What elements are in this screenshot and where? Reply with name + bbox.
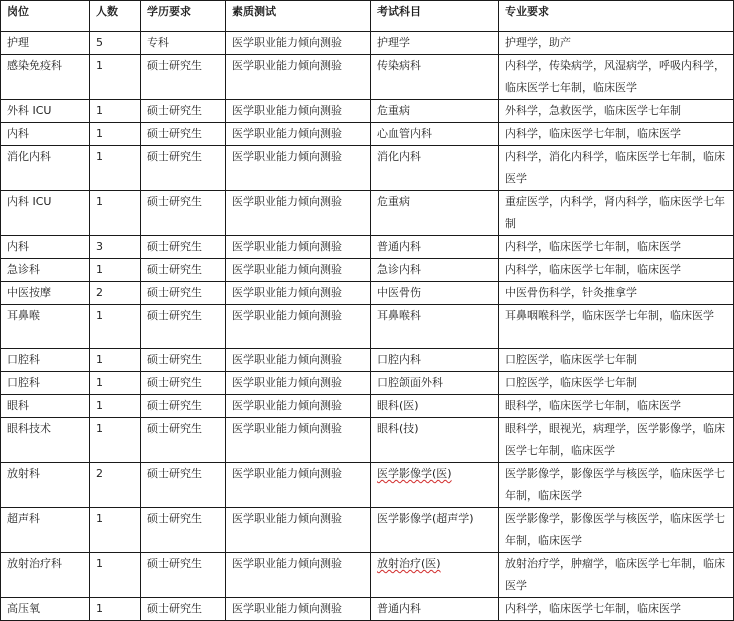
cell-quality-test: 医学职业能力倾向测验 bbox=[226, 259, 371, 282]
cell-exam-subject: 消化内科 bbox=[371, 146, 499, 191]
cell-post: 感染免疫科 bbox=[1, 55, 90, 100]
cell-quality-test: 医学职业能力倾向测验 bbox=[226, 372, 371, 395]
header-education: 学历要求 bbox=[141, 1, 226, 32]
table-row bbox=[1, 553, 734, 598]
cell-quality-test: 医学职业能力倾向测验 bbox=[226, 100, 371, 123]
cell-major: 内科学，临床医学七年制，临床医学 bbox=[499, 123, 734, 146]
cell-exam-subject: 普通内科 bbox=[371, 236, 499, 259]
cell-exam-subject: 医学影像学(超声学) bbox=[371, 508, 499, 553]
table-header-row bbox=[1, 1, 734, 32]
cell-exam-subject: 中医骨伤 bbox=[371, 282, 499, 305]
cell-exam-subject: 急诊内科 bbox=[371, 259, 499, 282]
cell-education: 硕士研究生 bbox=[141, 236, 226, 259]
cell-major: 放射治疗学，肿瘤学，临床医学七年制，临床医学 bbox=[499, 553, 734, 598]
cell-major: 医学影像学，影像医学与核医学，临床医学七年制，临床医学 bbox=[499, 508, 734, 553]
cell-major: 口腔医学，临床医学七年制 bbox=[499, 372, 734, 395]
cell-post: 高压氧 bbox=[1, 598, 90, 621]
cell-quality-test: 医学职业能力倾向测验 bbox=[226, 236, 371, 259]
table-row bbox=[1, 259, 734, 282]
cell-count: 1 bbox=[90, 349, 141, 372]
table-row bbox=[1, 282, 734, 305]
cell-count: 1 bbox=[90, 191, 141, 236]
cell-quality-test: 医学职业能力倾向测验 bbox=[226, 395, 371, 418]
cell-exam-subject: 普通内科 bbox=[371, 598, 499, 621]
cell-major: 内科学，临床医学七年制，临床医学 bbox=[499, 259, 734, 282]
cell-education: 硕士研究生 bbox=[141, 259, 226, 282]
cell-quality-test: 医学职业能力倾向测验 bbox=[226, 146, 371, 191]
table-row bbox=[1, 463, 734, 508]
cell-post: 内科 bbox=[1, 236, 90, 259]
cell-post: 消化内科 bbox=[1, 146, 90, 191]
cell-education: 硕士研究生 bbox=[141, 305, 226, 349]
cell-major: 重症医学，内科学，肾内科学，临床医学七年制 bbox=[499, 191, 734, 236]
cell-exam-subject: 危重病 bbox=[371, 191, 499, 236]
cell-count: 1 bbox=[90, 146, 141, 191]
cell-count: 1 bbox=[90, 598, 141, 621]
header-major-requirement: 专业要求 bbox=[499, 1, 734, 32]
cell-exam-subject: 护理学 bbox=[371, 32, 499, 55]
header-quality-test: 素质测试 bbox=[226, 1, 371, 32]
cell-post: 内科 bbox=[1, 123, 90, 146]
cell-education: 硕士研究生 bbox=[141, 146, 226, 191]
cell-exam-subject bbox=[371, 463, 499, 508]
cell-education: 硕士研究生 bbox=[141, 55, 226, 100]
table-row bbox=[1, 123, 734, 146]
cell-post: 超声科 bbox=[1, 508, 90, 553]
table-row bbox=[1, 32, 734, 55]
cell-quality-test: 医学职业能力倾向测验 bbox=[226, 32, 371, 55]
cell-exam-subject: 危重病 bbox=[371, 100, 499, 123]
cell-exam-subject: 眼科(技) bbox=[371, 418, 499, 463]
table-row bbox=[1, 146, 734, 191]
table-row bbox=[1, 418, 734, 463]
cell-quality-test: 医学职业能力倾向测验 bbox=[226, 418, 371, 463]
cell-education: 硕士研究生 bbox=[141, 123, 226, 146]
cell-post: 急诊科 bbox=[1, 259, 90, 282]
cell-count: 1 bbox=[90, 259, 141, 282]
cell-major: 眼科学，眼视光，病理学，医学影像学，临床医学七年制，临床医学 bbox=[499, 418, 734, 463]
cell-exam-subject: 传染病科 bbox=[371, 55, 499, 100]
cell-education: 硕士研究生 bbox=[141, 100, 226, 123]
cell-count: 1 bbox=[90, 508, 141, 553]
cell-count: 1 bbox=[90, 418, 141, 463]
cell-exam-subject: 心血管内科 bbox=[371, 123, 499, 146]
cell-major: 护理学，助产 bbox=[499, 32, 734, 55]
cell-major: 内科学，临床医学七年制，临床医学 bbox=[499, 598, 734, 621]
cell-count: 2 bbox=[90, 282, 141, 305]
cell-major: 内科学，临床医学七年制，临床医学 bbox=[499, 236, 734, 259]
cell-major: 内科学，传染病学，风湿病学，呼吸内科学，临床医学七年制，临床医学 bbox=[499, 55, 734, 100]
table-row bbox=[1, 372, 734, 395]
cell-count: 1 bbox=[90, 395, 141, 418]
cell-quality-test: 医学职业能力倾向测验 bbox=[226, 598, 371, 621]
cell-count: 1 bbox=[90, 553, 141, 598]
cell-education: 硕士研究生 bbox=[141, 349, 226, 372]
cell-major: 外科学，急救医学，临床医学七年制 bbox=[499, 100, 734, 123]
cell-education: 硕士研究生 bbox=[141, 508, 226, 553]
cell-post: 护理 bbox=[1, 32, 90, 55]
cell-quality-test: 医学职业能力倾向测验 bbox=[226, 508, 371, 553]
cell-education: 硕士研究生 bbox=[141, 282, 226, 305]
header-count: 人数 bbox=[90, 1, 141, 32]
cell-post: 中医按摩 bbox=[1, 282, 90, 305]
cell-quality-test: 医学职业能力倾向测验 bbox=[226, 305, 371, 349]
cell-exam-subject: 口腔颌面外科 bbox=[371, 372, 499, 395]
cell-major: 内科学，消化内科学，临床医学七年制，临床医学 bbox=[499, 146, 734, 191]
cell-education: 硕士研究生 bbox=[141, 395, 226, 418]
cell-post: 口腔科 bbox=[1, 372, 90, 395]
cell-post: 放射治疗科 bbox=[1, 553, 90, 598]
exam-subject-text: 放射治疗(医) bbox=[377, 557, 441, 570]
cell-major: 眼科学，临床医学七年制，临床医学 bbox=[499, 395, 734, 418]
cell-quality-test: 医学职业能力倾向测验 bbox=[226, 123, 371, 146]
cell-post: 眼科 bbox=[1, 395, 90, 418]
cell-count: 3 bbox=[90, 236, 141, 259]
cell-post: 外科 ICU bbox=[1, 100, 90, 123]
table-row bbox=[1, 236, 734, 259]
cell-exam-subject: 眼科(医) bbox=[371, 395, 499, 418]
table-row bbox=[1, 100, 734, 123]
cell-major: 口腔医学，临床医学七年制 bbox=[499, 349, 734, 372]
cell-education: 专科 bbox=[141, 32, 226, 55]
cell-major: 中医骨伤科学，针灸推拿学 bbox=[499, 282, 734, 305]
table-row bbox=[1, 55, 734, 100]
table-row bbox=[1, 508, 734, 553]
cell-count: 1 bbox=[90, 100, 141, 123]
cell-count: 1 bbox=[90, 372, 141, 395]
table-row bbox=[1, 191, 734, 236]
cell-quality-test: 医学职业能力倾向测验 bbox=[226, 349, 371, 372]
cell-quality-test: 医学职业能力倾向测验 bbox=[226, 282, 371, 305]
cell-post: 耳鼻喉 bbox=[1, 305, 90, 349]
header-exam-subject: 考试科目 bbox=[371, 1, 499, 32]
cell-major: 医学影像学，影像医学与核医学，临床医学七年制，临床医学 bbox=[499, 463, 734, 508]
cell-post: 内科 ICU bbox=[1, 191, 90, 236]
cell-quality-test: 医学职业能力倾向测验 bbox=[226, 55, 371, 100]
table-row bbox=[1, 305, 734, 349]
table-row bbox=[1, 395, 734, 418]
cell-post: 口腔科 bbox=[1, 349, 90, 372]
cell-exam-subject: 耳鼻喉科 bbox=[371, 305, 499, 349]
header-post: 岗位 bbox=[1, 1, 90, 32]
cell-quality-test: 医学职业能力倾向测验 bbox=[226, 553, 371, 598]
cell-education: 硕士研究生 bbox=[141, 463, 226, 508]
cell-major: 耳鼻咽喉科学，临床医学七年制，临床医学 bbox=[499, 305, 734, 349]
cell-count: 2 bbox=[90, 463, 141, 508]
cell-education: 硕士研究生 bbox=[141, 553, 226, 598]
cell-education: 硕士研究生 bbox=[141, 598, 226, 621]
cell-exam-subject: 口腔内科 bbox=[371, 349, 499, 372]
cell-quality-test: 医学职业能力倾向测验 bbox=[226, 463, 371, 508]
table-row bbox=[1, 349, 734, 372]
cell-post: 放射科 bbox=[1, 463, 90, 508]
cell-count: 1 bbox=[90, 55, 141, 100]
cell-count: 5 bbox=[90, 32, 141, 55]
cell-education: 硕士研究生 bbox=[141, 372, 226, 395]
cell-education: 硕士研究生 bbox=[141, 191, 226, 236]
cell-count: 1 bbox=[90, 123, 141, 146]
exam-subject-text: 医学影像学(医) bbox=[377, 467, 452, 480]
cell-quality-test: 医学职业能力倾向测验 bbox=[226, 191, 371, 236]
cell-post: 眼科技术 bbox=[1, 418, 90, 463]
cell-education: 硕士研究生 bbox=[141, 418, 226, 463]
cell-exam-subject bbox=[371, 553, 499, 598]
table-row bbox=[1, 598, 734, 621]
cell-count: 1 bbox=[90, 305, 141, 349]
